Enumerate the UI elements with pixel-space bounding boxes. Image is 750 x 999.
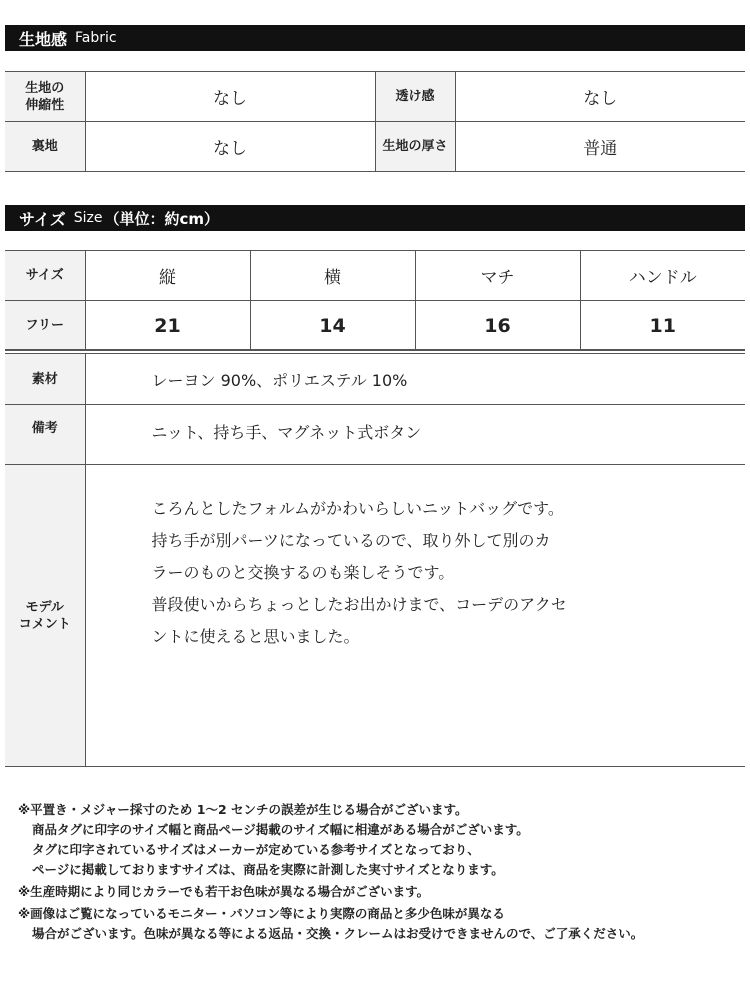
- table-row: [5, 354, 745, 405]
- note-line: ページに掲載しておりますサイズは、商品を実際に計測した実寸サイズとなります。: [32, 862, 504, 877]
- handle-value: 11: [580, 301, 745, 351]
- note-line: ※平置き・メジャー採寸のため 1〜2 センチの誤差が生じる場合がございます。: [18, 802, 468, 817]
- table-row: [5, 122, 745, 172]
- model-comment-label: [5, 465, 85, 767]
- size-header: サイズ: [5, 251, 85, 301]
- notes: [18, 800, 643, 944]
- height-value: 21: [85, 301, 250, 351]
- note-line: ※画像はご覧になっているモニター・パソコン等により実際の商品と多少色味が異なる: [18, 906, 505, 921]
- size-title: サイズ: [19, 209, 66, 229]
- fabric-title-en: Fabric: [75, 30, 117, 46]
- lining-value: なし: [85, 122, 375, 172]
- note-line: 商品タグに印字のサイズ幅と商品ページ掲載のサイズ幅に相違がある場合がございます。: [32, 822, 529, 837]
- comment-line: 持ち手が別パーツになっているので、取り外して別のカ: [151, 531, 551, 550]
- fabric-title: 生地感: [19, 29, 68, 49]
- table-header-row: [5, 251, 745, 301]
- note-line: ※生産時期により同じカラーでも若干お色味が異なる場合がございます。: [18, 884, 430, 899]
- gusset-header: マチ: [415, 251, 580, 301]
- remarks-value: ニット、持ち手、マグネット式ボタン: [85, 405, 745, 465]
- table-row: [5, 301, 745, 351]
- size-title-en: Size: [73, 210, 103, 226]
- remarks-label: 備考: [5, 405, 85, 465]
- gusset-value: 16: [415, 301, 580, 351]
- size-section-header: [5, 205, 745, 231]
- comment-line: 普段使いからちょっとしたお出かけまで、コーデのアクセ: [151, 595, 567, 614]
- sheerness-value: なし: [455, 72, 745, 122]
- model-comment-label-line1: モデル: [25, 599, 64, 615]
- comment-line: ラーのものと交換するのも楽しそうです。: [151, 563, 455, 582]
- stretch-label: 生地の 伸縮性: [5, 72, 85, 122]
- size-unit: （単位：約cm）: [104, 209, 220, 228]
- height-header: 縦: [85, 251, 250, 301]
- handle-header: ハンドル: [580, 251, 745, 301]
- table-row: [5, 405, 745, 465]
- stretch-value: なし: [85, 72, 375, 122]
- note-line: タグに印字されているサイズはメーカーが定めている参考サイズとなっており、: [32, 842, 480, 857]
- width-header: 横: [250, 251, 415, 301]
- table-row: [5, 465, 745, 767]
- model-comment-text: [85, 465, 745, 767]
- divider: [5, 349, 745, 350]
- comment-line: ころんとしたフォルムがかわいらしいニットバッグです。: [151, 499, 564, 518]
- size-table: [5, 250, 745, 351]
- fabric-table: [5, 71, 745, 172]
- material-label: 素材: [5, 354, 85, 405]
- thickness-value: 普通: [455, 122, 745, 172]
- width-value: 14: [250, 301, 415, 351]
- model-comment-label-line2: コメント: [18, 616, 71, 632]
- sheerness-label: 透け感: [375, 72, 455, 122]
- lining-label: 裏地: [5, 122, 85, 172]
- comment-line: ントに使えると思いました。: [151, 627, 360, 646]
- info-table: [5, 353, 745, 767]
- size-free-label: フリー: [5, 301, 85, 351]
- table-row: [5, 72, 745, 122]
- material-value: レーヨン 90%、ポリエステル 10%: [85, 354, 745, 405]
- thickness-label: 生地の厚さ: [375, 122, 455, 172]
- note-line: 場合がございます。色味が異なる等による返品・交換・クレームはお受けできませんので、ご了承ください。: [32, 926, 644, 941]
- fabric-section-header: [5, 25, 745, 51]
